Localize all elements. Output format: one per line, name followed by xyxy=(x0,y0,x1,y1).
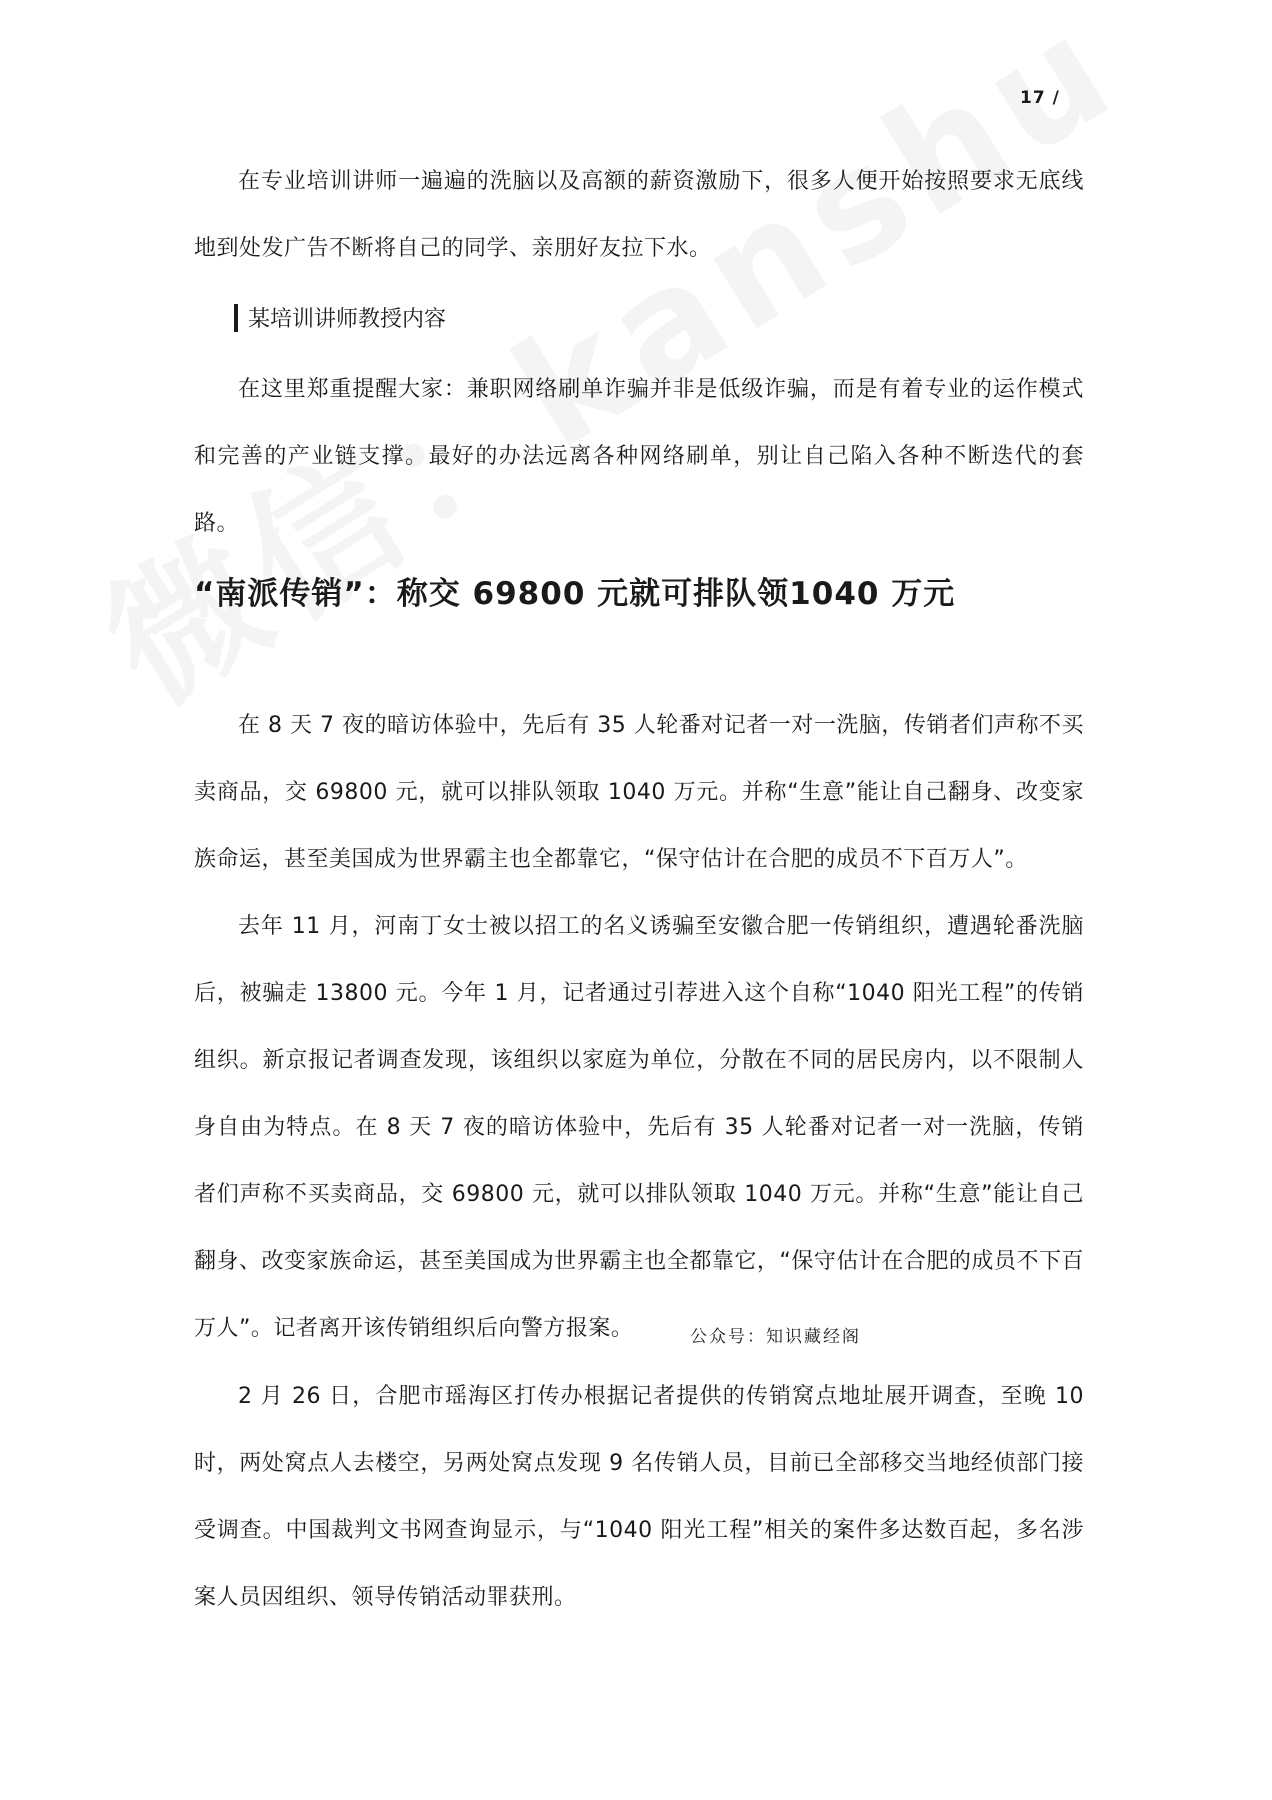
paragraph-body-3: 2 月 26 日，合肥市瑶海区打传办根据记者提供的传销窝点地址展开调查，至晚 10 时，两处窝点人去楼空，另两处窝点发现 9 名传销人员，目前已全部移交当地经侦部门接受调查。中国裁判文书网查询显示，与“1040 阳光工程”相关的案件多达数百起，多名涉案人员因组织、领导传销活动罪获刑。 xyxy=(194,1384,1084,1610)
page-number: 17 / xyxy=(1020,88,1060,108)
paragraph-brainwash: 在专业培训讲师一遍遍的洗脑以及高额的薪资激励下，很多人便开始按照要求无底线地到处发广告不断将自己的同学、亲朋好友拉下水。 xyxy=(194,169,1084,261)
paragraph-body-2: 去年 11 月，河南丁女士被以招工的名义诱骗至安徽合肥一传销组织，遭遇轮番洗脑后，被骗走 13800 元。今年 1 月，记者通过引荐进入这个自称“1040 阳光工程”的传销组织。新京报记者调查发现，该组织以家庭为单位，分散在不同的居民房内，以不限制人身自由为特点。在 8 天 7 夜的暗访体验中，先后有 35 人轮番对记者一对一洗脑，传销者们声称不买卖商品，交 69800 元，就可以排队领取 1040 万元。并称“生意”能让自己翻身、改变家族命运，甚至美国成为世界霸主也全都靠它，“保守估计在合肥的成员不下百万人”。记者离开该传销组织后向警方报案。 xyxy=(194,914,1084,1341)
public-account-label: 公众号：知识藏经阁 xyxy=(690,1327,861,1347)
paragraph-body-1: 在 8 天 7 夜的暗访体验中，先后有 35 人轮番对记者一对一洗脑，传销者们声称不买卖商品，交 69800 元，就可以排队领取 1040 万元。并称“生意”能让自己翻身、改变家族命运，甚至美国成为世界霸主也全都靠它，“保守估计在合肥的成员不下百万人”。 xyxy=(194,713,1084,872)
section-heading: “南派传销”：称交 69800 元就可排队领1040 万元 xyxy=(194,576,956,612)
paragraph-reminder: 在这里郑重提醒大家：兼职网络刷单诈骗并非是低级诈骗，而是有着专业的运作模式和完善的产业链支撑。最好的办法远离各种网络刷单，别让自己陷入各种不断迭代的套路。 xyxy=(194,377,1084,536)
image-caption xyxy=(234,302,446,333)
caption-text: 某培训讲师教授内容 xyxy=(248,307,447,332)
caption-bar-icon xyxy=(234,304,238,332)
